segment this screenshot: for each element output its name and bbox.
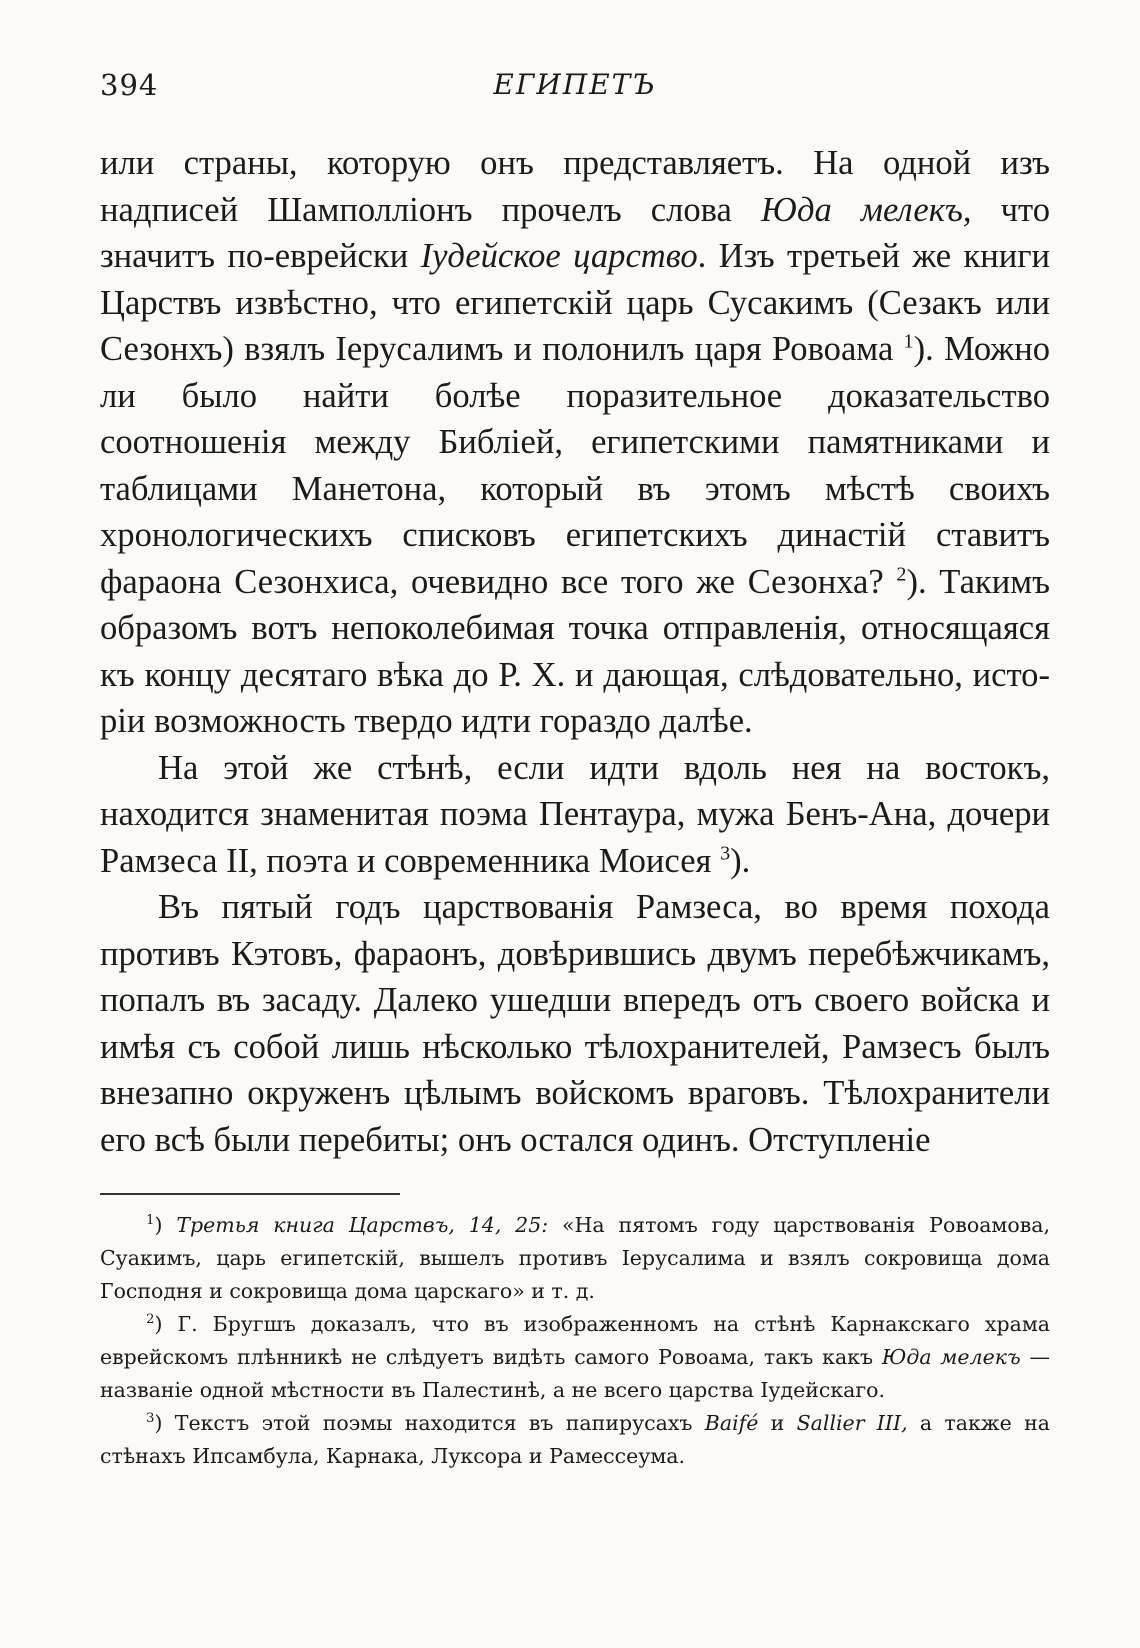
paragraph-2 [100, 745, 1050, 885]
running-title: ЕГИПЕТЪ [493, 68, 657, 101]
footnote-1-italic: Третья книга Царствъ, 14, 25: [176, 1213, 549, 1237]
footnote-3-italic-2: Sallier III, [796, 1411, 908, 1435]
p1-text-2: что значитъ по-еврейски [100, 190, 1050, 275]
p3-text-1: Въ пятый годъ царствованія Рамзеса, во время похода противъ Кэтовъ, фараонъ, довѣрившись двумъ перебѣжчикамъ, попалъ въ засаду. Далеко ушедши впередъ отъ своего войска и имѣя съ собой лишь нѣсколько тѣлохранителей, Рамзесъ былъ внезапно окруженъ цѣлымъ войскомъ враговъ. Тѣлохранители его всѣ были перебиты; онъ остался одинъ. Отступленіе [100, 888, 1050, 1159]
p1-text-5: ). Такимъ образомъ вотъ непоколебимая точка отправленія, относящаяся къ концу десятаго вѣка до Р. Х. и дающая, слѣдовательно, исторіи возможность твердо идти гораздо далѣе. [100, 562, 1050, 740]
p1-italic-2: Іудейское царство [420, 237, 698, 275]
footnote-ref-2[interactable]: 2 [896, 562, 907, 585]
p1-text-1: или страны, которую онъ представляетъ. На одной изъ надписей Шамполліонъ прочелъ слова [100, 144, 1050, 229]
paragraph-3 [100, 884, 1050, 1163]
paragraph-1 [100, 140, 1050, 745]
p2-text-1: На этой же стѣнѣ, если идти вдоль нея на востокъ, находится знаменитая поэма Пентаура, мужа Бенъ-Ана, дочери Рамзеса II, поэта и современника Моисея [100, 748, 1050, 880]
footnote-2-mark: 2 [146, 1312, 155, 1328]
footnote-3-text-3: а также на стѣнахъ Ипсамбула, Карнака, Луксора и Рамессеума. [100, 1411, 1050, 1468]
footnote-2-text-2: — названіе одной мѣстности въ Палестинѣ, а не всего царства Іудейскаго. [100, 1345, 1050, 1402]
footnote-3-text-2: и [758, 1411, 797, 1435]
footnote-3-text-1: Текстъ этой поэмы находится въ папирусахъ [162, 1411, 705, 1435]
footnote-3: $^3$) Текстъ этой поэмы находится въ папирусахъ Baifé и Sallier III, а также на стѣнахъ Ипсамбула, Карнака, Луксора и Рамессеума. [100, 1411, 1050, 1468]
footnote-divider [100, 1193, 400, 1195]
footnote-1-text: «На пятомъ году царствованія Ровоамова, Суакимъ, царь египетскій, вышелъ противъ Іерусалима и взялъ сокровища дома Господня и сокровища дома царскаго» и т. д. [100, 1213, 1050, 1303]
page-header [100, 62, 1050, 122]
p1-text-3: . Изъ третьей же книги Царствъ извѣстно, что египетскій царь Сусакимъ (Сезакъ или Сезонхъ) взялъ Іерусалимъ и полонилъ царя Ровоама [100, 237, 1051, 368]
footnote-2-text-1: Г. Бругшъ доказалъ, что въ изображенномъ на стѣнѣ Карнакскаго храма еврейскомъ плѣнникѣ не слѣдуетъ видѣть самого Ровоама, такъ какъ [100, 1312, 1050, 1369]
footnote-3-italic-1: Baifé [704, 1411, 759, 1435]
footnote-2: $^2$) Г. Бругшъ доказалъ, что въ изображенномъ на стѣнѣ Карнакскаго храма еврейскомъ плѣнникѣ не слѣдуетъ видѣть самого Ровоама, такъ какъ Юда мелекъ — названіе одной мѣстности въ Палестинѣ, а не всего царства Іудейскаго. [100, 1312, 1050, 1402]
p1-text-4: ). Можно ли было найти болѣе поразительное доказательство соотношенія между Библіей, египетскими памятниками и таблицами Манетона, который въ этомъ мѣстѣ своихъ хронологическихъ списковъ египетскихъ династій ставитъ фараона Сезонхиса, очевидно все того же Сезонха? [100, 330, 1050, 601]
p2-text-2: ). [730, 841, 751, 880]
p1-italic-1: Юда мелекъ, [761, 190, 972, 229]
footnote-1: $^1$) Третья книга Царствъ, 14, 25: «На пятомъ году царствованія Ровоамова, Суакимъ, царь египетскій, вышелъ противъ Іерусалима и взялъ сокровища дома Господня и сокровища дома царскаго» и т. д. [100, 1213, 1050, 1303]
footnote-ref-3[interactable]: 3 [720, 841, 731, 864]
footnote-3-mark: 3 [146, 1411, 155, 1427]
main-text [100, 140, 1050, 1163]
footnote-1-mark: 1 [146, 1213, 155, 1229]
footnote-ref-1[interactable]: 1 [903, 330, 914, 353]
footnote-2-italic: Юда мелекъ [881, 1345, 1021, 1369]
page-number: 394 [100, 68, 159, 102]
footnotes [100, 1209, 1050, 1473]
